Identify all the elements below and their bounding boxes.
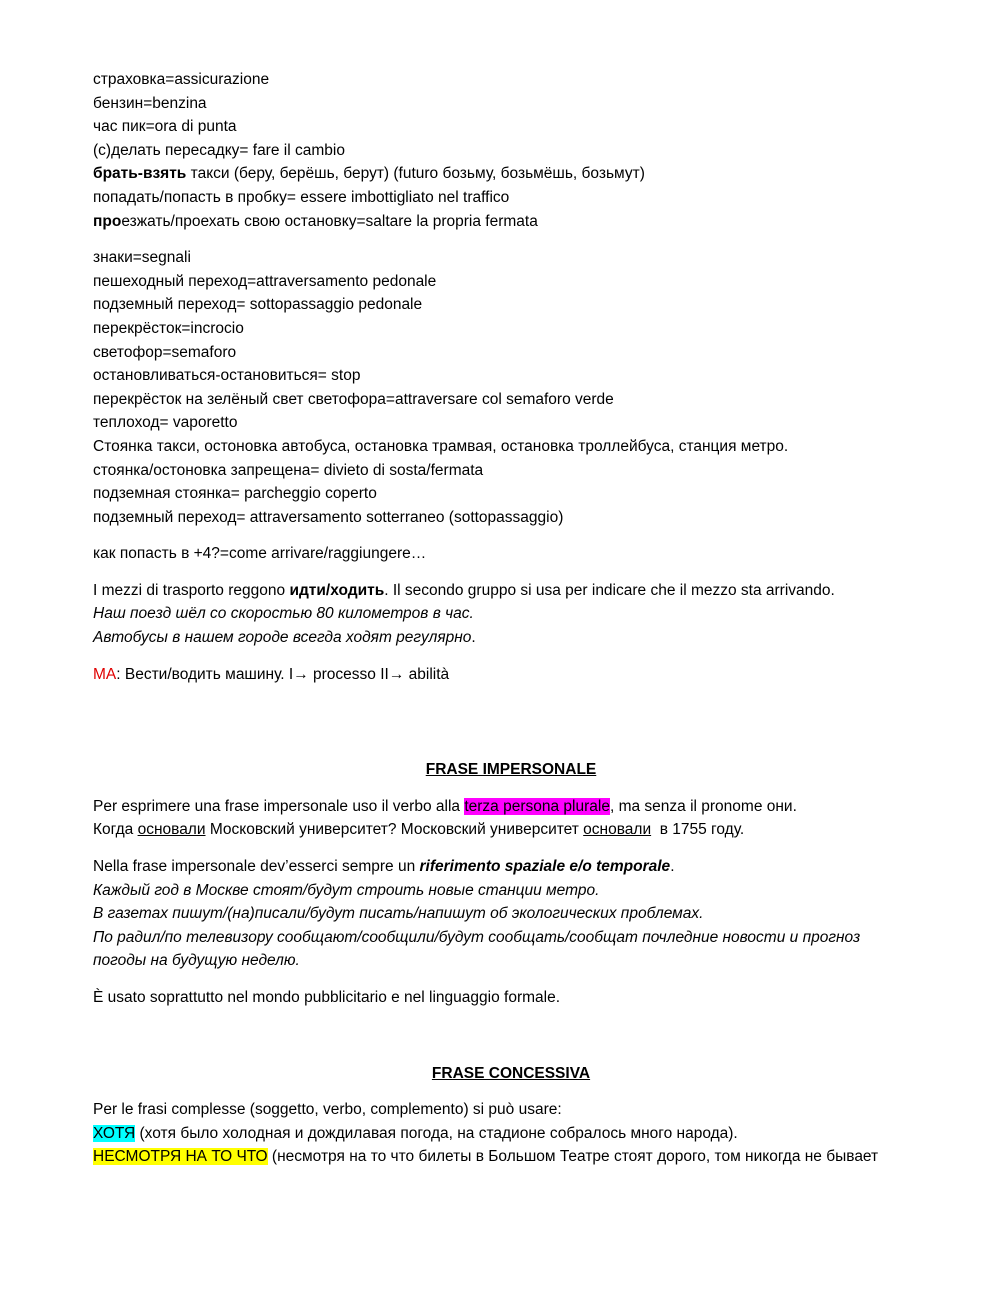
vocab-line: бензин=benzina bbox=[93, 94, 207, 112]
paragraph-text: Per esprimere una frase impersonale uso il verbo alla bbox=[93, 797, 465, 815]
example-sentence: По радил/по телевизору сообщают/сообщили/будут сообщать/сообщат почледние новости и прогноз bbox=[93, 928, 861, 946]
paragraph-text: . bbox=[670, 858, 675, 876]
paragraph-text: . Il secondo gruppo si usa per indicare che il mezzo sta arrivando. bbox=[384, 581, 835, 599]
vocab-line: подземная стоянка= parcheggio coperto bbox=[93, 485, 377, 503]
example-sentence: погоды на будущую неделю. bbox=[93, 952, 300, 970]
vocab-line: светофор=semaforo bbox=[93, 343, 237, 361]
example-punct: . bbox=[471, 629, 476, 647]
vocab-line: подземный переход= sottopassaggio pedonale bbox=[93, 296, 423, 314]
vocab-text: такси (беру, берёшь, берут) (futuro бозьму, бозьмёшь, бозьмут) bbox=[186, 165, 645, 183]
vocab-line: знаки=segnali bbox=[93, 249, 191, 267]
example-text: Московский университет? Московский университет bbox=[205, 821, 584, 839]
highlighted-term: terza persona plurale bbox=[464, 797, 610, 815]
section-heading-impersonale: FRASE IMPERSONALE bbox=[425, 761, 597, 779]
example-text: Автобусы в нашем городе всегда ходят регулярно bbox=[93, 629, 472, 647]
bold-italic-term: riferimento spaziale e/o temporale bbox=[419, 858, 671, 876]
example-sentence: В газетах пишут/(на)писали/будут писать/напишут об экологических проблемах. bbox=[93, 905, 704, 923]
document-page bbox=[93, 68, 933, 1169]
vocab-line: час пик=ora di punta bbox=[93, 118, 237, 136]
vocab-line: Стоянка такси, остоновка автобуса, остановка трамвая, остановка троллейбуса, станция метро. bbox=[93, 437, 789, 455]
paragraph-text: , ma senza il pronome они. bbox=[609, 797, 797, 815]
example-sentence bbox=[93, 818, 933, 842]
example-sentence bbox=[93, 626, 933, 650]
vocab-line: страховка=assicurazione bbox=[93, 71, 270, 88]
example-text: в 1755 году. bbox=[651, 821, 745, 839]
vocab-line: попадать/попасть в пробку= essere imbottigliato nel traffico bbox=[93, 188, 510, 206]
example-text: (несмотря на то что билеты в Большом Театре стоят дорого, том никогда не бывает bbox=[267, 1148, 879, 1166]
bold-term: идти/ходить bbox=[289, 581, 385, 599]
paragraph: È usato soprattutto nel mondo pubblicitario e nel linguaggio formale. bbox=[93, 989, 561, 1006]
paragraph bbox=[93, 579, 933, 603]
paragraph: Per le frasi complesse (soggetto, verbo, complemento) si può usare: bbox=[93, 1101, 562, 1119]
note-line bbox=[93, 663, 933, 687]
vocab-line: остановливаться-остановиться= stop bbox=[93, 367, 361, 385]
paragraph bbox=[93, 795, 933, 819]
vocab-line: перекрёсток=incrocio bbox=[93, 319, 244, 337]
vocab-text: езжать/проехать свою остановку=saltare la propria fermata bbox=[121, 212, 538, 230]
section-heading-concessiva: FRASE CONCESSIVA bbox=[431, 1064, 591, 1082]
example-sentence bbox=[93, 1122, 933, 1146]
example-sentence bbox=[93, 1145, 933, 1169]
vocab-line: стоянка/остоновка запрещена= divieto di sosta/fermata bbox=[93, 461, 484, 479]
highlighted-conjunction: НЕСМОТРЯ НА ТО ЧТО bbox=[93, 1148, 268, 1166]
vocab-line: (с)делать пересадку= fare il cambio bbox=[93, 141, 345, 159]
vocab-line: пешеходный переход=attraversamento pedonale bbox=[93, 272, 437, 290]
underlined-verb: основали bbox=[583, 821, 652, 839]
example-text: (хотя было холодная и дождилавая погода, на стадионе собралось много народа). bbox=[135, 1124, 738, 1142]
vocab-line bbox=[93, 210, 933, 234]
paragraph-text: I mezzi di trasporto reggono bbox=[93, 581, 290, 599]
example-sentence: Каждый год в Москве стоят/будут строить новые станции метро. bbox=[93, 881, 600, 899]
example-sentence: Наш поезд шёл со скоростью 80 километров в час. bbox=[93, 605, 474, 623]
ma-label: MA bbox=[93, 665, 117, 683]
vocab-line: подземный переход= attraversamento sotterraneo (sottopassaggio) bbox=[93, 508, 564, 526]
vocab-line: теплоход= vaporetto bbox=[93, 414, 238, 432]
paragraph bbox=[93, 855, 933, 879]
underlined-verb: основали bbox=[137, 821, 206, 839]
vocab-line: как попасть в +4?=come arrivare/raggiungere… bbox=[93, 545, 427, 563]
note-text: : Вести/водить машину. I→ processo II→ abilità bbox=[116, 665, 450, 683]
example-text: Когда bbox=[93, 821, 138, 839]
highlighted-conjunction: ХОТЯ bbox=[93, 1124, 136, 1142]
vocab-line: перекрёсток на зелёный свет светофора=attraversare col semaforo verde bbox=[93, 390, 614, 408]
vocab-line bbox=[93, 162, 933, 186]
bold-prefix: про bbox=[93, 212, 122, 230]
bold-term: брать-взять bbox=[93, 165, 187, 183]
paragraph-text: Nella frase impersonale dev’esserci sempre un bbox=[93, 858, 420, 876]
